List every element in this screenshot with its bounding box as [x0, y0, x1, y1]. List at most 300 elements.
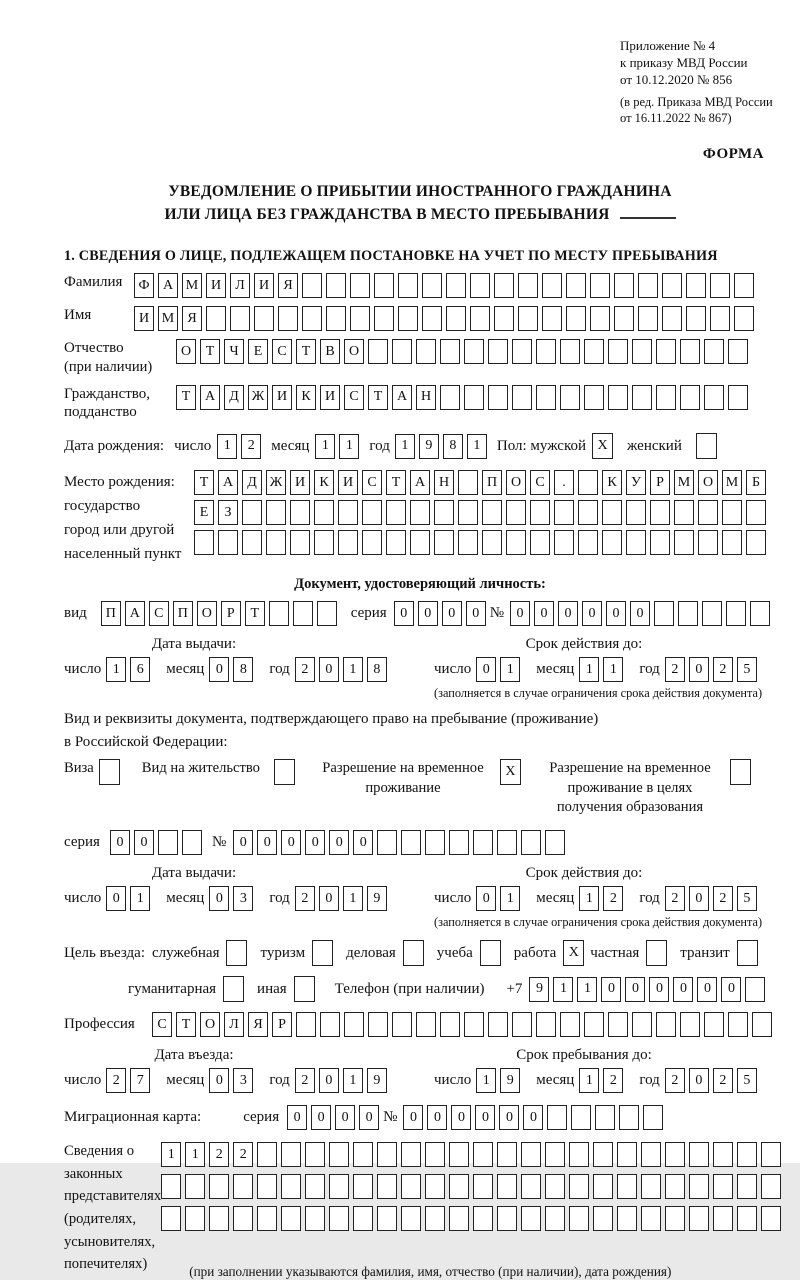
char-cell[interactable] [458, 470, 478, 495]
char-cell[interactable] [686, 273, 706, 298]
purpose-transit-checkbox[interactable] [737, 940, 758, 966]
char-cell[interactable] [317, 601, 337, 626]
char-cell[interactable] [713, 1142, 733, 1167]
char-cell[interactable]: С [530, 470, 550, 495]
char-cell[interactable] [545, 1206, 565, 1231]
char-cell[interactable]: Л [224, 1012, 244, 1037]
char-cell[interactable] [185, 1174, 205, 1199]
char-cell[interactable] [401, 1206, 421, 1231]
char-cell[interactable]: Ф [134, 273, 154, 298]
char-cell[interactable] [536, 1012, 556, 1037]
char-cell[interactable] [401, 1174, 421, 1199]
char-cell[interactable] [737, 1142, 757, 1167]
char-cell[interactable] [464, 339, 484, 364]
char-cell[interactable] [497, 1174, 517, 1199]
char-cell[interactable] [320, 1012, 340, 1037]
sex-female-checkbox[interactable] [696, 433, 717, 459]
char-cell[interactable]: 0 [110, 830, 130, 855]
char-cell[interactable]: Е [248, 339, 268, 364]
char-cell[interactable] [638, 273, 658, 298]
char-cell[interactable]: 1 [467, 434, 487, 459]
char-cell[interactable]: 9 [529, 977, 549, 1002]
char-cell[interactable] [434, 530, 454, 555]
char-cell[interactable] [398, 306, 418, 331]
char-cell[interactable] [377, 1206, 397, 1231]
char-cell[interactable] [536, 339, 556, 364]
char-cell[interactable] [281, 1142, 301, 1167]
purpose-study-checkbox[interactable] [480, 940, 501, 966]
char-cell[interactable]: И [320, 385, 340, 410]
char-cell[interactable] [464, 385, 484, 410]
char-cell[interactable] [422, 273, 442, 298]
char-cell[interactable] [678, 601, 698, 626]
char-cell[interactable] [416, 339, 436, 364]
char-cell[interactable]: О [506, 470, 526, 495]
char-cell[interactable]: 0 [106, 886, 126, 911]
char-cell[interactable]: П [482, 470, 502, 495]
purpose-official-checkbox[interactable] [226, 940, 247, 966]
char-cell[interactable] [278, 306, 298, 331]
char-cell[interactable] [446, 306, 466, 331]
char-cell[interactable]: 0 [281, 830, 301, 855]
char-cell[interactable] [368, 339, 388, 364]
char-cell[interactable] [182, 830, 202, 855]
char-cell[interactable] [713, 1174, 733, 1199]
char-cell[interactable] [488, 385, 508, 410]
purpose-business-checkbox[interactable] [403, 940, 424, 966]
char-cell[interactable] [650, 530, 670, 555]
char-cell[interactable]: 1 [343, 1068, 363, 1093]
residence-permit-checkbox[interactable] [274, 759, 295, 785]
char-cell[interactable] [497, 1142, 517, 1167]
char-cell[interactable] [473, 1142, 493, 1167]
char-cell[interactable] [290, 530, 310, 555]
char-cell[interactable]: 1 [339, 434, 359, 459]
char-cell[interactable] [338, 530, 358, 555]
char-cell[interactable]: Т [245, 601, 265, 626]
char-cell[interactable]: 2 [233, 1142, 253, 1167]
char-cell[interactable] [518, 306, 538, 331]
char-cell[interactable] [536, 385, 556, 410]
char-cell[interactable] [497, 1206, 517, 1231]
char-cell[interactable]: 0 [209, 1068, 229, 1093]
char-cell[interactable] [569, 1174, 589, 1199]
char-cell[interactable]: Т [200, 339, 220, 364]
char-cell[interactable] [440, 1012, 460, 1037]
char-cell[interactable]: Ж [266, 470, 286, 495]
char-cell[interactable] [560, 1012, 580, 1037]
char-cell[interactable] [595, 1105, 615, 1130]
char-cell[interactable]: А [392, 385, 412, 410]
char-cell[interactable] [584, 385, 604, 410]
char-cell[interactable] [362, 530, 382, 555]
char-cell[interactable]: М [182, 273, 202, 298]
char-cell[interactable]: Р [650, 470, 670, 495]
char-cell[interactable]: 2 [295, 657, 315, 682]
char-cell[interactable] [602, 530, 622, 555]
char-cell[interactable] [602, 500, 622, 525]
char-cell[interactable]: 1 [130, 886, 150, 911]
char-cell[interactable]: 1 [185, 1142, 205, 1167]
char-cell[interactable]: С [272, 339, 292, 364]
sex-male-checkbox[interactable]: X [592, 433, 613, 459]
char-cell[interactable] [566, 273, 586, 298]
char-cell[interactable]: 1 [579, 657, 599, 682]
char-cell[interactable] [449, 1142, 469, 1167]
char-cell[interactable] [329, 1142, 349, 1167]
char-cell[interactable] [506, 530, 526, 555]
char-cell[interactable]: П [173, 601, 193, 626]
char-cell[interactable]: 0 [689, 886, 709, 911]
char-cell[interactable]: У [626, 470, 646, 495]
char-cell[interactable] [632, 339, 652, 364]
char-cell[interactable]: 1 [476, 1068, 496, 1093]
char-cell[interactable] [761, 1206, 781, 1231]
char-cell[interactable] [194, 530, 214, 555]
char-cell[interactable]: О [197, 601, 217, 626]
char-cell[interactable]: 0 [601, 977, 621, 1002]
char-cell[interactable] [569, 1142, 589, 1167]
char-cell[interactable]: 0 [257, 830, 277, 855]
char-cell[interactable]: 0 [329, 830, 349, 855]
char-cell[interactable]: 2 [106, 1068, 126, 1093]
char-cell[interactable]: 0 [689, 657, 709, 682]
char-cell[interactable]: Д [224, 385, 244, 410]
char-cell[interactable] [326, 273, 346, 298]
char-cell[interactable] [305, 1142, 325, 1167]
char-cell[interactable]: Ч [224, 339, 244, 364]
char-cell[interactable]: 1 [343, 657, 363, 682]
char-cell[interactable] [440, 339, 460, 364]
char-cell[interactable] [362, 500, 382, 525]
char-cell[interactable]: 1 [577, 977, 597, 1002]
char-cell[interactable]: 3 [233, 1068, 253, 1093]
char-cell[interactable] [161, 1206, 181, 1231]
char-cell[interactable]: Т [194, 470, 214, 495]
char-cell[interactable]: 0 [499, 1105, 519, 1130]
char-cell[interactable]: 2 [665, 1068, 685, 1093]
purpose-humanitarian-checkbox[interactable] [223, 976, 244, 1002]
char-cell[interactable] [296, 1012, 316, 1037]
char-cell[interactable]: О [200, 1012, 220, 1037]
char-cell[interactable] [494, 306, 514, 331]
char-cell[interactable]: . [554, 470, 574, 495]
char-cell[interactable] [350, 273, 370, 298]
char-cell[interactable]: М [722, 470, 742, 495]
char-cell[interactable] [728, 339, 748, 364]
char-cell[interactable] [632, 1012, 652, 1037]
char-cell[interactable] [689, 1142, 709, 1167]
char-cell[interactable] [353, 1142, 373, 1167]
char-cell[interactable] [482, 500, 502, 525]
char-cell[interactable] [374, 273, 394, 298]
char-cell[interactable] [665, 1142, 685, 1167]
char-cell[interactable] [542, 306, 562, 331]
char-cell[interactable]: С [362, 470, 382, 495]
char-cell[interactable]: Б [746, 470, 766, 495]
char-cell[interactable] [209, 1174, 229, 1199]
visa-checkbox[interactable] [99, 759, 120, 785]
char-cell[interactable]: 0 [534, 601, 554, 626]
char-cell[interactable] [722, 530, 742, 555]
char-cell[interactable] [281, 1174, 301, 1199]
char-cell[interactable] [617, 1174, 637, 1199]
char-cell[interactable] [750, 601, 770, 626]
char-cell[interactable] [266, 530, 286, 555]
char-cell[interactable]: Р [221, 601, 241, 626]
char-cell[interactable] [161, 1174, 181, 1199]
char-cell[interactable]: 6 [130, 657, 150, 682]
char-cell[interactable]: Т [176, 1012, 196, 1037]
char-cell[interactable] [680, 385, 700, 410]
char-cell[interactable] [314, 530, 334, 555]
char-cell[interactable] [473, 830, 493, 855]
char-cell[interactable] [547, 1105, 567, 1130]
char-cell[interactable] [521, 1142, 541, 1167]
char-cell[interactable]: 0 [697, 977, 717, 1002]
char-cell[interactable] [560, 385, 580, 410]
char-cell[interactable] [257, 1206, 277, 1231]
char-cell[interactable] [554, 530, 574, 555]
char-cell[interactable] [614, 273, 634, 298]
char-cell[interactable]: 0 [451, 1105, 471, 1130]
char-cell[interactable] [617, 1206, 637, 1231]
char-cell[interactable]: 1 [217, 434, 237, 459]
char-cell[interactable] [473, 1206, 493, 1231]
char-cell[interactable] [377, 1174, 397, 1199]
char-cell[interactable]: 0 [475, 1105, 495, 1130]
char-cell[interactable]: 0 [233, 830, 253, 855]
char-cell[interactable]: О [698, 470, 718, 495]
char-cell[interactable] [464, 1012, 484, 1037]
char-cell[interactable] [338, 500, 358, 525]
char-cell[interactable]: 1 [553, 977, 573, 1002]
char-cell[interactable]: 1 [579, 886, 599, 911]
char-cell[interactable]: Н [416, 385, 436, 410]
char-cell[interactable] [656, 1012, 676, 1037]
char-cell[interactable] [521, 830, 541, 855]
char-cell[interactable] [242, 530, 262, 555]
char-cell[interactable]: И [290, 470, 310, 495]
char-cell[interactable]: 5 [737, 886, 757, 911]
char-cell[interactable] [722, 500, 742, 525]
char-cell[interactable] [593, 1206, 613, 1231]
char-cell[interactable]: 1 [343, 886, 363, 911]
char-cell[interactable]: 1 [603, 657, 623, 682]
char-cell[interactable]: 9 [367, 1068, 387, 1093]
char-cell[interactable]: 0 [359, 1105, 379, 1130]
char-cell[interactable]: О [344, 339, 364, 364]
char-cell[interactable]: Я [278, 273, 298, 298]
char-cell[interactable] [726, 601, 746, 626]
char-cell[interactable] [449, 1174, 469, 1199]
char-cell[interactable] [329, 1174, 349, 1199]
char-cell[interactable] [281, 1206, 301, 1231]
char-cell[interactable] [446, 273, 466, 298]
char-cell[interactable]: 0 [523, 1105, 543, 1130]
char-cell[interactable] [584, 339, 604, 364]
char-cell[interactable] [746, 530, 766, 555]
char-cell[interactable]: 0 [582, 601, 602, 626]
char-cell[interactable]: Л [230, 273, 250, 298]
char-cell[interactable] [656, 339, 676, 364]
char-cell[interactable] [545, 830, 565, 855]
char-cell[interactable] [521, 1206, 541, 1231]
char-cell[interactable]: 2 [603, 1068, 623, 1093]
char-cell[interactable]: 1 [106, 657, 126, 682]
char-cell[interactable]: Р [272, 1012, 292, 1037]
char-cell[interactable] [590, 306, 610, 331]
char-cell[interactable] [761, 1142, 781, 1167]
char-cell[interactable]: 1 [161, 1142, 181, 1167]
char-cell[interactable] [554, 500, 574, 525]
char-cell[interactable] [233, 1206, 253, 1231]
char-cell[interactable] [302, 273, 322, 298]
char-cell[interactable] [512, 385, 532, 410]
char-cell[interactable]: 5 [737, 1068, 757, 1093]
char-cell[interactable] [206, 306, 226, 331]
char-cell[interactable] [209, 1206, 229, 1231]
char-cell[interactable] [593, 1174, 613, 1199]
char-cell[interactable] [641, 1174, 661, 1199]
char-cell[interactable] [398, 273, 418, 298]
char-cell[interactable] [470, 273, 490, 298]
char-cell[interactable] [290, 500, 310, 525]
char-cell[interactable] [257, 1174, 277, 1199]
char-cell[interactable] [458, 500, 478, 525]
char-cell[interactable]: 0 [689, 1068, 709, 1093]
char-cell[interactable]: 0 [335, 1105, 355, 1130]
char-cell[interactable] [392, 339, 412, 364]
char-cell[interactable]: К [296, 385, 316, 410]
char-cell[interactable] [506, 500, 526, 525]
purpose-private-checkbox[interactable] [646, 940, 667, 966]
char-cell[interactable] [488, 339, 508, 364]
char-cell[interactable] [619, 1105, 639, 1130]
char-cell[interactable] [269, 601, 289, 626]
char-cell[interactable] [374, 306, 394, 331]
char-cell[interactable]: 1 [579, 1068, 599, 1093]
char-cell[interactable]: 1 [395, 434, 415, 459]
char-cell[interactable] [482, 530, 502, 555]
char-cell[interactable] [680, 339, 700, 364]
char-cell[interactable] [470, 306, 490, 331]
char-cell[interactable] [545, 1142, 565, 1167]
char-cell[interactable]: 0 [319, 657, 339, 682]
char-cell[interactable] [702, 601, 722, 626]
char-cell[interactable] [254, 306, 274, 331]
char-cell[interactable] [530, 500, 550, 525]
char-cell[interactable] [293, 601, 313, 626]
char-cell[interactable] [584, 1012, 604, 1037]
char-cell[interactable]: 0 [353, 830, 373, 855]
char-cell[interactable] [425, 830, 445, 855]
char-cell[interactable] [665, 1206, 685, 1231]
char-cell[interactable]: 5 [737, 657, 757, 682]
char-cell[interactable]: И [338, 470, 358, 495]
char-cell[interactable] [713, 1206, 733, 1231]
char-cell[interactable] [368, 1012, 388, 1037]
char-cell[interactable] [737, 1174, 757, 1199]
char-cell[interactable]: 9 [419, 434, 439, 459]
char-cell[interactable]: 0 [287, 1105, 307, 1130]
char-cell[interactable] [488, 1012, 508, 1037]
char-cell[interactable]: Ж [248, 385, 268, 410]
char-cell[interactable] [626, 530, 646, 555]
char-cell[interactable] [734, 306, 754, 331]
char-cell[interactable]: 1 [315, 434, 335, 459]
char-cell[interactable]: 0 [418, 601, 438, 626]
char-cell[interactable] [344, 1012, 364, 1037]
char-cell[interactable] [242, 500, 262, 525]
char-cell[interactable] [641, 1142, 661, 1167]
char-cell[interactable]: 0 [721, 977, 741, 1002]
char-cell[interactable] [494, 273, 514, 298]
char-cell[interactable]: П [101, 601, 121, 626]
char-cell[interactable]: С [149, 601, 169, 626]
char-cell[interactable]: 0 [305, 830, 325, 855]
char-cell[interactable] [302, 306, 322, 331]
char-cell[interactable] [386, 530, 406, 555]
char-cell[interactable] [545, 1174, 565, 1199]
char-cell[interactable] [353, 1174, 373, 1199]
char-cell[interactable] [449, 830, 469, 855]
char-cell[interactable]: Н [434, 470, 454, 495]
char-cell[interactable] [593, 1142, 613, 1167]
char-cell[interactable]: 0 [134, 830, 154, 855]
char-cell[interactable]: 8 [443, 434, 463, 459]
char-cell[interactable]: 8 [367, 657, 387, 682]
char-cell[interactable] [266, 500, 286, 525]
char-cell[interactable] [752, 1012, 772, 1037]
char-cell[interactable] [689, 1206, 709, 1231]
char-cell[interactable]: 9 [500, 1068, 520, 1093]
char-cell[interactable] [761, 1174, 781, 1199]
char-cell[interactable] [626, 500, 646, 525]
char-cell[interactable] [686, 306, 706, 331]
char-cell[interactable]: В [320, 339, 340, 364]
char-cell[interactable] [737, 1206, 757, 1231]
char-cell[interactable] [377, 1142, 397, 1167]
char-cell[interactable]: М [674, 470, 694, 495]
char-cell[interactable]: 2 [713, 886, 733, 911]
char-cell[interactable] [643, 1105, 663, 1130]
char-cell[interactable] [518, 273, 538, 298]
char-cell[interactable]: 0 [403, 1105, 423, 1130]
char-cell[interactable]: 2 [295, 1068, 315, 1093]
char-cell[interactable] [440, 385, 460, 410]
char-cell[interactable] [617, 1142, 637, 1167]
char-cell[interactable]: А [410, 470, 430, 495]
char-cell[interactable] [734, 273, 754, 298]
char-cell[interactable] [641, 1206, 661, 1231]
char-cell[interactable]: 2 [665, 657, 685, 682]
char-cell[interactable]: О [176, 339, 196, 364]
char-cell[interactable]: А [200, 385, 220, 410]
char-cell[interactable] [530, 530, 550, 555]
purpose-other-checkbox[interactable] [294, 976, 315, 1002]
char-cell[interactable] [674, 530, 694, 555]
char-cell[interactable] [353, 1206, 373, 1231]
char-cell[interactable]: 7 [130, 1068, 150, 1093]
char-cell[interactable] [689, 1174, 709, 1199]
char-cell[interactable] [416, 1012, 436, 1037]
char-cell[interactable] [386, 500, 406, 525]
char-cell[interactable]: Е [194, 500, 214, 525]
char-cell[interactable]: 0 [319, 886, 339, 911]
char-cell[interactable] [305, 1174, 325, 1199]
char-cell[interactable]: К [602, 470, 622, 495]
